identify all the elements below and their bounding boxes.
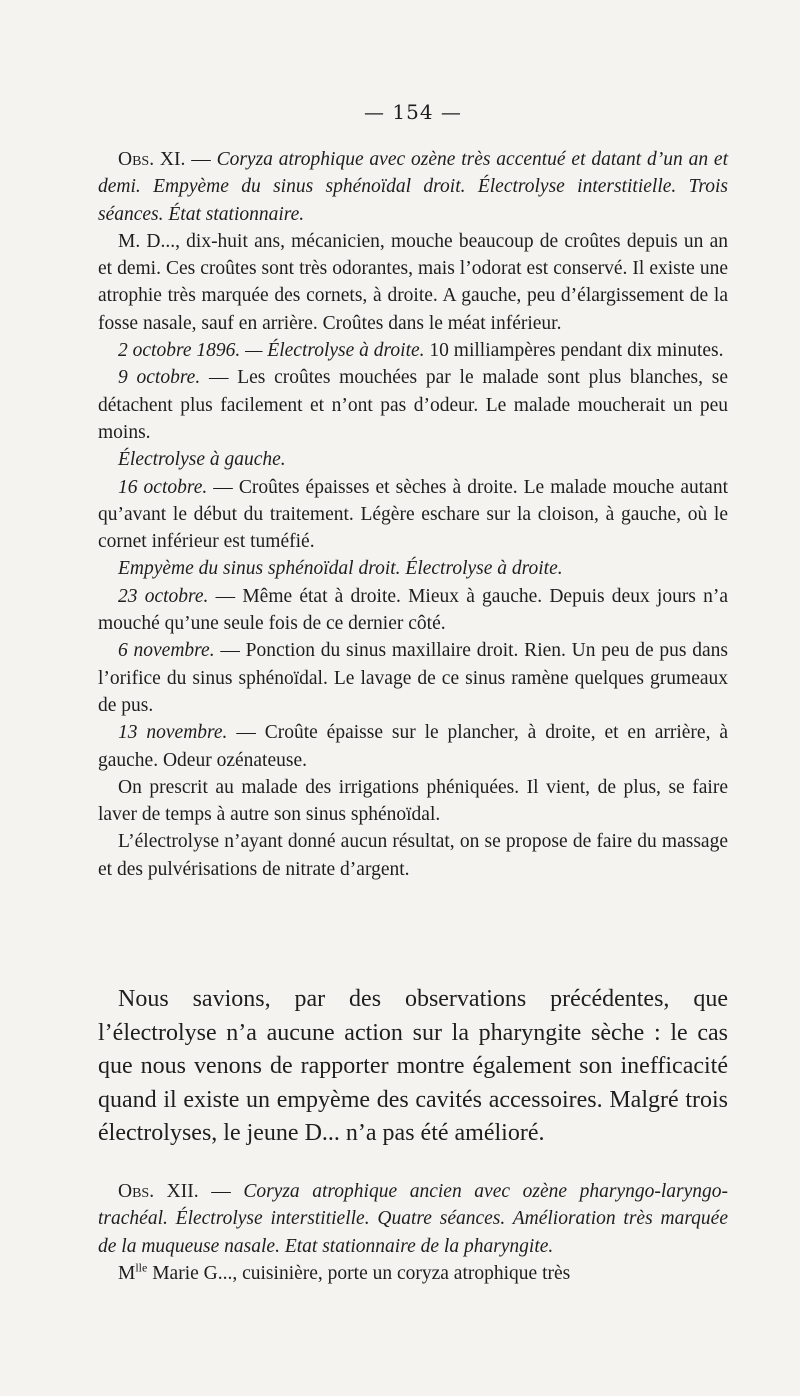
obs12-label: Obs. XII. [118,1181,199,1202]
obs11-entry-4 [98,474,728,556]
obs11-title: Coryza atrophique avec ozène très accentué et datant d’un an et demi. Empyème du sinus sphénoïdal droit. Électrolyse interstitielle. Trois séances. État stationnaire. [98,149,728,225]
entry-text: 10 milliampères pendant dix minutes. [424,340,724,362]
discussion-paragraph: Nous savions, par des observations précédentes, que l’électrolyse n’a aucune action sur la pharyngite sèche : le cas que nous venons de rapporter montre également son inefficacité quand il existe un empyème des cavités accessoires. Malgré trois électrolyses, le jeune D... n’a pas été amélioré. [98,986,728,1146]
obs11-entry-1 [98,337,728,364]
entry-text: — Croûtes épaisses et sèches à droite. Le malade mouche autant qu’avant le début du traitement. Légère eschare sur la cloison, à gauche, où le cornet inférieur est tuméfié. [98,476,729,553]
obs11-label: Obs. XI. [118,149,186,170]
obs11-entry-3 [98,446,728,473]
obs12-intro [98,1260,728,1287]
entry-date: 2 octobre 1896. [118,340,241,362]
document-page [98,0,728,1396]
entry-date: 13 novembre. [118,722,228,744]
obs11-entry-5 [98,555,728,582]
observation-12 [98,1178,728,1287]
obs11-entry-7 [98,637,728,719]
entry-italic: Empyème du sinus sphénoïdal droit. Électrolyse à droite. [118,558,563,580]
obs12-intro-prefix: M [118,1262,136,1284]
obs11-electrolyse-result: L’électrolyse n’ayant donné aucun résultat, on se propose de faire du massage et des pulvérisations de nitrate d’argent. [98,831,728,880]
obs11-entry-2 [98,364,728,446]
page-number: — 154 — [364,100,462,124]
entry-date: 23 octobre. [118,585,209,607]
entry-text: — Même état à droite. Mieux à gauche. Depuis deux jours n’a mouché qu’une seule fois de ce dernier côté. [98,585,728,635]
observation-11 [98,146,728,883]
entry-italic: — Électrolyse à droite. [240,340,425,362]
obs11-intro: M. D..., dix-huit ans, mécanicien, mouche beaucoup de croûtes depuis un an et demi. Ces croûtes sont très odorantes, mais l’odorat est conservé. Il existe une atrophie très marquée des cornets, à droite. A gauche, peu d’élargissement de la fosse nasale, sauf en arrière. Croûtes dans le méat inférieur. [98,230,728,334]
entry-text: — Les croûtes mouchées par le malade sont plus blanches, se détachent plus facilement et n’ont pas d’odeur. Le malade moucherait un peu moins. [98,367,729,443]
obs11-entry-6 [98,583,728,638]
obs12-intro-sup: lle [135,1260,148,1275]
obs12-heading [98,1178,728,1260]
entry-italic: Électrolyse à gauche. [118,449,286,471]
obs12-intro-text: Marie G..., cuisinière, porte un coryza atrophique très [147,1262,571,1284]
entry-date: 6 novembre. [118,640,215,662]
obs11-entry-8 [98,719,728,774]
entry-date: 16 octobre. [118,476,208,498]
entry-date: 9 octobre. [118,367,201,389]
obs11-heading [98,146,728,228]
discussion-block [98,983,728,1151]
obs12-title: Coryza atrophique ancien avec ozène pharyngo-laryngo-trachéal. Électrolyse interstitielle. Quatre séances. Amélioration très marquée de la muqueuse nasale. Etat stationnaire de la pharyngite. [98,1181,728,1257]
entry-text: — Ponction du sinus maxillaire droit. Rien. Un peu de pus dans l’orifice du sinus sphénoïdal. Le lavage de ce sinus ramène quelques grumeaux de pus. [98,640,728,716]
obs12-dash: — [198,1181,244,1202]
obs11-dash: — [185,149,217,170]
obs11-irrigations: On prescrit au malade des irrigations phéniquées. Il vient, de plus, se faire laver de temps à autre son sinus sphénoïdal. [98,776,728,826]
entry-text: — Croûte épaisse sur le plancher, à droite, et en arrière, à gauche. Odeur ozénateuse. [98,722,728,771]
